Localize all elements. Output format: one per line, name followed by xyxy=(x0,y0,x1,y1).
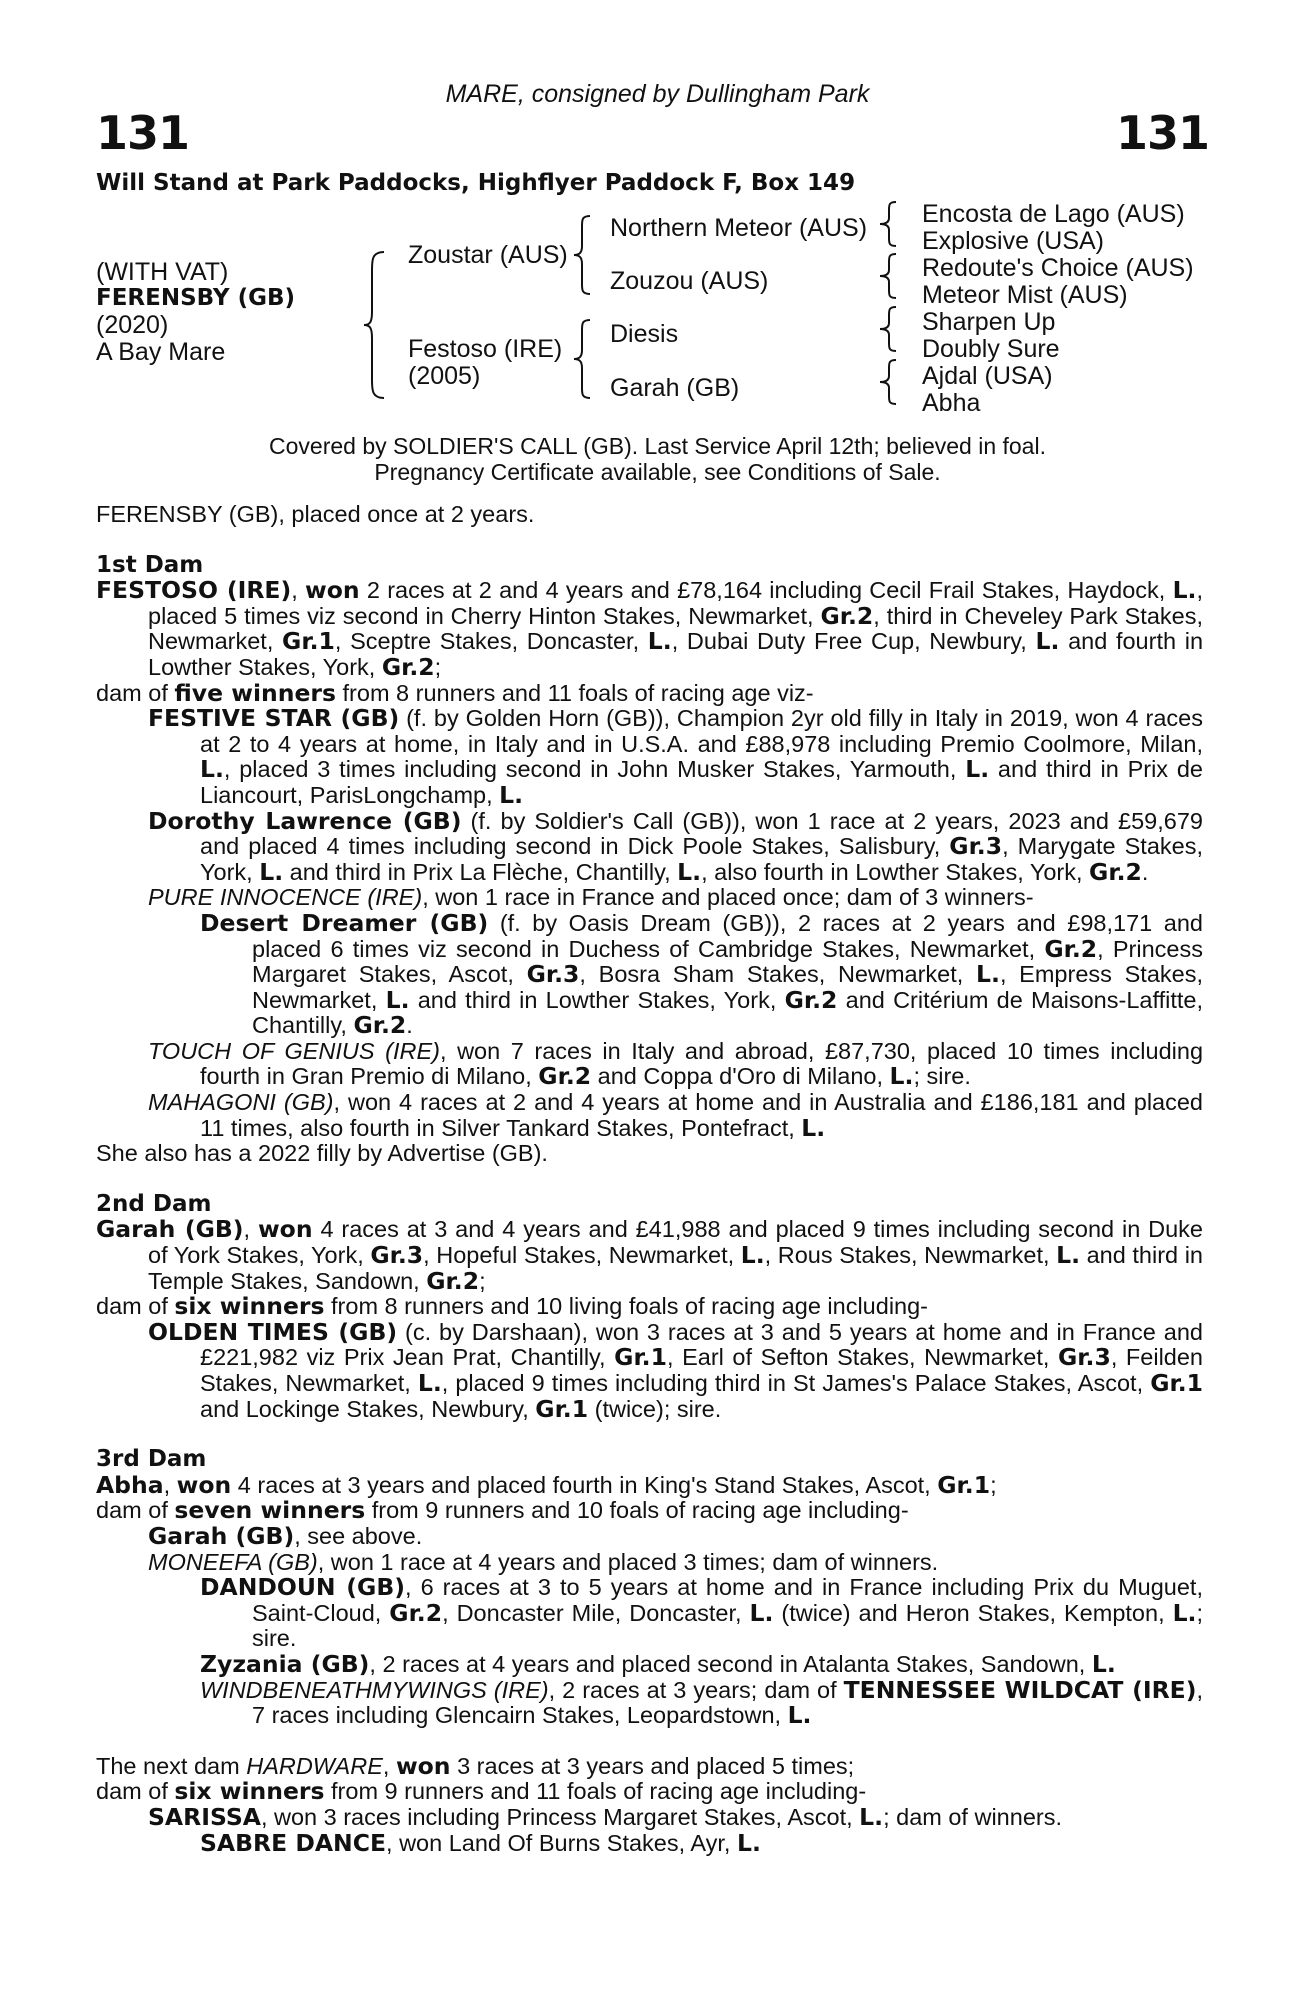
pedigree-brace-main xyxy=(364,250,388,400)
text: , won Land Of Burns Stakes, Ayr, xyxy=(386,1829,737,1856)
pedigree-sire-sire: Northern Meteor (AUS) xyxy=(610,214,868,242)
listed-mark: L. xyxy=(976,960,1000,989)
winners-count: six winners xyxy=(174,1292,325,1321)
horse-name: WINDBENEATHMYWINGS (IRE) xyxy=(200,1676,549,1703)
listed-mark: L. xyxy=(200,755,224,784)
pedigree-ssd: Explosive (USA) xyxy=(922,227,1104,255)
horse-name: FERENSBY (GB) xyxy=(96,285,296,311)
lot-number-left: 131 xyxy=(96,106,190,160)
pedigree-sdd: Meteor Mist (AUS) xyxy=(922,281,1128,309)
text: , placed 5 times viz second in Cherry Hinton Stakes, Newmarket, xyxy=(148,577,1204,629)
text: and fourth in Lowther Stakes, York, xyxy=(148,628,1204,680)
listed-mark: L. xyxy=(740,1241,765,1270)
pedigree-dam-sire: Diesis xyxy=(610,320,679,348)
horse-name: MAHAGONI (GB) xyxy=(148,1089,334,1116)
horse-name: MONEEFA (GB) xyxy=(148,1548,318,1575)
horse-name: Abha xyxy=(96,1470,164,1499)
second-dam-heading: 2nd Dam xyxy=(96,1190,212,1217)
text: and third in Prix La Flèche, Chantilly, xyxy=(283,858,678,885)
produce-festive-star xyxy=(96,706,1203,808)
text: ; sire. xyxy=(252,1599,1203,1652)
text: , won 1 race in France and placed once; dam of 3 winners- xyxy=(422,884,1034,911)
horse-name: TENNESSEE WILDCAT (IRE) xyxy=(843,1675,1197,1704)
pedigree-sds: Redoute's Choice (AUS) xyxy=(922,254,1194,282)
produce-dorothy-lawrence xyxy=(96,806,1203,886)
group-mark: Gr.1 xyxy=(937,1470,991,1499)
text: , Rous Stakes, Newmarket, xyxy=(764,1242,1057,1269)
text: , won 3 races including Princess Margaret Stakes, Ascot, xyxy=(260,1803,860,1830)
text: , third in Cheveley Park Stakes, Newmarket, xyxy=(148,602,1203,655)
text: 2 races at 2 and 4 years and £78,164 including Cecil Frail Stakes, Haydock, xyxy=(359,577,1173,604)
text: dam of xyxy=(96,1778,175,1805)
listed-mark: L. xyxy=(1091,1649,1116,1678)
first-dam-produce-summary xyxy=(96,678,1203,707)
text: , see above. xyxy=(294,1522,423,1549)
text: , Earl of Sefton Stakes, Newmarket, xyxy=(666,1344,1059,1371)
produce-touch-of-genius xyxy=(96,1039,1203,1090)
listed-mark: L. xyxy=(787,1701,812,1730)
horse-name: DANDOUN (GB) xyxy=(200,1573,405,1602)
text: and third in Lowther Stakes, York, xyxy=(409,986,785,1013)
text: (twice); sire. xyxy=(588,1395,722,1422)
text: from 8 runners and 11 foals of racing age viz- xyxy=(335,679,814,706)
third-dam-record: Abha, won 4 races at 3 years and placed fourth in King's Stand Stakes, Ascot, Gr.1; xyxy=(96,1470,997,1499)
text: , placed 3 times including second in John Musker Stakes, Yarmouth, xyxy=(223,756,966,783)
text: (f. by Oasis Dream (GB)), 2 races at 2 years and £98,171 and placed 6 times viz second in Duchess of Cambridge Stakes, Newmarket, xyxy=(252,909,1203,962)
winners-count: seven winners xyxy=(174,1496,366,1525)
horse-name: Dorothy Lawrence (GB) xyxy=(148,806,462,835)
group-mark: Gr.2 xyxy=(1044,934,1098,963)
group-mark: Gr.2 xyxy=(820,601,874,630)
text: , won 4 races at 2 and 4 years at home and in Australia and £186,181 and placed 11 times, also fourth in Silver Tankard Stakes, Pontefract, xyxy=(200,1089,1203,1141)
produce-sarissa xyxy=(96,1802,1203,1831)
lot-subtitle: MARE, consigned by Dullingham Park xyxy=(445,80,870,108)
pedigree-dss: Sharpen Up xyxy=(922,308,1056,336)
text: , Marygate Stakes, York, xyxy=(200,833,1203,885)
text: , also fourth in Lowther Stakes, York, xyxy=(701,858,1090,885)
text: , xyxy=(382,1752,396,1779)
first-dam-foal-note: She also has a 2022 filly by Advertise (GB). xyxy=(96,1140,548,1167)
text: , 2 races at 4 years and placed second in Atalanta Stakes, Sandown, xyxy=(369,1650,1092,1677)
pedigree-ddd: Abha xyxy=(922,389,981,417)
intro-line: FERENSBY (GB), placed once at 2 years. xyxy=(96,501,535,527)
group-mark: Gr.2 xyxy=(784,985,838,1014)
horse-name: Garah (GB) xyxy=(148,1521,295,1550)
horse-name-festoso: FESTOSO (IRE) xyxy=(96,576,292,605)
won-label: won xyxy=(176,1470,232,1499)
winners-count: six winners xyxy=(174,1777,325,1806)
listed-mark: L. xyxy=(1172,576,1197,605)
produce-sabre-dance xyxy=(96,1828,1203,1857)
produce-moneefa xyxy=(96,1550,1203,1576)
text: and third in Prix de Liancourt, ParisLongchamp, xyxy=(200,756,1203,808)
pedigree-dam-year: (2005) xyxy=(408,362,481,390)
next-dam-record xyxy=(96,1751,1203,1780)
text: , Empress Stakes, Newmarket, xyxy=(252,961,1203,1013)
first-dam-record: FESTOSO (IRE), won 2 races at 2 and 4 years and £78,164 including Cecil Frail Stakes, Haydock, L., placed 5 times viz second in Cherry Hinton Stakes, Newmarket, Gr.2, third in Cheveley Park Stakes, Newmarket, Gr.1, Sceptre Stakes, Doncaster, L., Dubai Duty Free Cup, Newbury, L. and fourth in Lowther Stakes, York, Gr.2; xyxy=(96,576,1204,681)
produce-mahagoni xyxy=(96,1090,1203,1141)
text: from 9 runners and 11 foals of racing age including- xyxy=(324,1778,867,1805)
second-dam-record: Garah (GB), won 4 races at 3 and 4 years and £41,988 and placed 9 times including second in Duke of York Stakes, York, Gr.3, Hopeful Stakes, Newmarket, L., Rous Stakes, Newmarket, L. and third in Temple Stakes, Sandown, Gr.2; xyxy=(96,1215,1204,1295)
text: , Princess Margaret Stakes, Ascot, xyxy=(252,935,1203,988)
horse-name: HARDWARE xyxy=(246,1752,383,1779)
listed-mark: L. xyxy=(801,1113,826,1142)
pedigree-brace-dam xyxy=(574,318,594,400)
text: , 6 races at 3 to 5 years at home and in France including Prix du Muguet, Saint-Cloud, xyxy=(252,1574,1203,1626)
text: (f. by Soldier's Call (GB)), won 1 race at 2 years, 2023 and £59,679 and placed 4 times including second in Dick Poole Stakes, Salisbury, xyxy=(200,807,1203,860)
pedigree-brace-ss xyxy=(880,200,900,248)
text: and Coppa d'Oro di Milano, xyxy=(591,1063,890,1090)
text: and Critérium de Maisons-Laffitte, Chantilly, xyxy=(252,986,1203,1039)
text: , placed 9 times including third in St James's Palace Stakes, Ascot, xyxy=(441,1370,1151,1396)
group-mark: Gr.3 xyxy=(949,832,1003,861)
listed-mark: L. xyxy=(736,1828,761,1857)
text: ; dam of winners. xyxy=(883,1803,1062,1830)
third-dam-heading: 3rd Dam xyxy=(96,1446,207,1473)
horse-name: PURE INNOCENCE (IRE) xyxy=(148,884,423,911)
vat-note: (WITH VAT) xyxy=(96,258,229,286)
group-mark: Gr.2 xyxy=(538,1062,592,1091)
horse-name: Garah (GB) xyxy=(96,1215,244,1244)
group-mark: Gr.3 xyxy=(1058,1343,1111,1372)
text: , 7 races including Glencairn Stakes, Leopardstown, xyxy=(252,1676,1203,1729)
listed-mark: L. xyxy=(647,627,672,656)
text: , Hopeful Stakes, Newmarket, xyxy=(423,1242,741,1269)
pregnancy-note: Pregnancy Certificate available, see Conditions of Sale. xyxy=(374,459,941,485)
listed-mark: L. xyxy=(677,857,702,886)
pedigree-dds: Ajdal (USA) xyxy=(922,362,1053,390)
horse-description: A Bay Mare xyxy=(96,338,226,366)
text: . xyxy=(406,1012,413,1039)
text: (f. by Golden Horn (GB)), Champion 2yr old filly in Italy in 2019, won 4 races at 2 to 4 years at home, in Italy and in U.S.A. and £88,978 including Premio Coolmore, Milan, xyxy=(200,705,1203,757)
text: from 8 runners and 10 living foals of racing age including- xyxy=(324,1293,929,1320)
pedigree-brace-sd xyxy=(880,252,900,300)
text: 4 races at 3 and 4 years and £41,988 and placed 9 times including second in Duke of York Stakes, York, xyxy=(148,1216,1204,1269)
won-label: won xyxy=(395,1751,451,1780)
text: ; xyxy=(479,1267,486,1294)
horse-name: SABRE DANCE xyxy=(200,1828,387,1857)
lot-number-right: 131 xyxy=(1116,106,1210,160)
winners-count: five winners xyxy=(174,678,336,707)
produce-zyzania xyxy=(96,1649,1203,1678)
text: (c. by Darshaan), won 3 races at 3 and 5 years at home and in France and £221,982 viz Prix Jean Prat, Chantilly, xyxy=(200,1318,1203,1371)
group-mark: Gr.1 xyxy=(535,1394,589,1423)
produce-dandoun xyxy=(96,1575,1203,1652)
listed-mark: L. xyxy=(499,780,524,809)
group-mark: Gr.2 xyxy=(1089,857,1142,886)
group-mark: Gr.1 xyxy=(614,1343,667,1372)
won-label: won xyxy=(257,1215,313,1244)
pedigree-sss: Encosta de Lago (AUS) xyxy=(922,200,1185,228)
text: , won 7 races in Italy and abroad, £87,730, placed 10 times including fourth in Gran Premio di Milano, xyxy=(200,1037,1204,1090)
pedigree-sire: Zoustar (AUS) xyxy=(408,241,568,269)
produce-olden-times xyxy=(96,1317,1204,1423)
catalogue-body xyxy=(96,502,1203,1856)
group-mark: Gr.2 xyxy=(353,1011,407,1040)
next-dam-produce-summary xyxy=(96,1779,1203,1805)
listed-mark: L. xyxy=(417,1369,442,1397)
pedigree-brace-sire xyxy=(574,214,594,296)
horse-name: OLDEN TIMES (GB) xyxy=(148,1317,398,1346)
produce-desert-dreamer xyxy=(96,908,1203,1040)
listed-mark: L. xyxy=(965,755,990,784)
group-mark: Gr.2 xyxy=(389,1598,443,1627)
stand-location: Will Stand at Park Paddocks, Highflyer Paddock F, Box 149 xyxy=(96,170,856,196)
pedigree-brace-dd xyxy=(880,358,900,406)
group-mark: Gr.1 xyxy=(1150,1369,1203,1397)
horse-name: Zyzania (GB) xyxy=(200,1649,370,1678)
text: (twice) and Heron Stakes, Kempton, xyxy=(773,1599,1173,1626)
horse-name: TOUCH OF GENIUS (IRE) xyxy=(148,1037,440,1064)
produce-windbeneathmywings xyxy=(96,1675,1203,1730)
group-mark: Gr.2 xyxy=(381,652,435,681)
pedigree-dsd: Doubly Sure xyxy=(922,335,1060,363)
group-mark: Gr.3 xyxy=(370,1241,424,1270)
listed-mark: L. xyxy=(259,857,284,886)
horse-name: FESTIVE STAR (GB) xyxy=(148,704,400,733)
horse-year: (2020) xyxy=(96,311,169,339)
text: ; xyxy=(990,1471,997,1498)
horse-name: SARISSA xyxy=(148,1802,261,1831)
text: , 2 races at 3 years; dam of xyxy=(548,1676,844,1703)
produce-pure-innocence xyxy=(96,885,1203,911)
group-mark: Gr.3 xyxy=(526,960,580,989)
text: dam of xyxy=(96,1497,175,1524)
pedigree-brace-ds xyxy=(880,305,900,353)
produce-garah xyxy=(96,1521,1203,1550)
text: , Feilden Stakes, Newmarket, xyxy=(200,1344,1204,1396)
text: The next dam xyxy=(96,1752,247,1779)
second-dam-produce-summary xyxy=(96,1294,1203,1320)
listed-mark: L. xyxy=(385,985,410,1014)
group-mark: Gr.1 xyxy=(282,627,335,656)
pedigree-dam-dam: Garah (GB) xyxy=(610,374,740,402)
text: and third in Temple Stakes, Sandown, xyxy=(148,1242,1203,1294)
horse-name: Desert Dreamer (GB) xyxy=(200,908,489,937)
text: , Doncaster Mile, Doncaster, xyxy=(442,1599,750,1626)
text: , Bosra Sham Stakes, Newmarket, xyxy=(579,961,977,988)
text: . xyxy=(1141,858,1149,885)
text: from 9 runners and 10 foals of racing age including- xyxy=(365,1497,909,1524)
third-dam-produce-summary xyxy=(96,1498,1203,1524)
first-dam-heading: 1st Dam xyxy=(96,551,204,578)
text: 4 races at 3 years and placed fourth in King's Stand Stakes, Ascot, xyxy=(231,1471,938,1498)
text: 3 races at 3 years and placed 5 times; xyxy=(450,1752,855,1779)
listed-mark: L. xyxy=(1035,627,1060,656)
pedigree-dam: Festoso (IRE) xyxy=(408,335,563,363)
won-label: won xyxy=(305,576,360,605)
text: , Dubai Duty Free Cup, Newbury, xyxy=(671,628,1036,655)
pedigree-sire-dam: Zouzou (AUS) xyxy=(610,267,769,295)
text: dam of xyxy=(96,1293,175,1320)
covered-note: Covered by SOLDIER'S CALL (GB). Last Service April 12th; believed in foal. xyxy=(269,433,1046,459)
listed-mark: L. xyxy=(1172,1598,1197,1627)
listed-mark: L. xyxy=(889,1062,914,1091)
text: , Sceptre Stakes, Doncaster, xyxy=(334,628,648,655)
listed-mark: L. xyxy=(1056,1241,1081,1270)
text: and Lockinge Stakes, Newbury, xyxy=(200,1395,536,1422)
text: ; xyxy=(434,653,442,680)
text: , won 1 race at 4 years and placed 3 times; dam of winners. xyxy=(317,1548,939,1575)
group-mark: Gr.2 xyxy=(426,1266,480,1295)
listed-mark: L. xyxy=(749,1598,774,1627)
text: dam of xyxy=(96,679,175,706)
listed-mark: L. xyxy=(859,1802,884,1831)
text: ; sire. xyxy=(913,1063,971,1090)
